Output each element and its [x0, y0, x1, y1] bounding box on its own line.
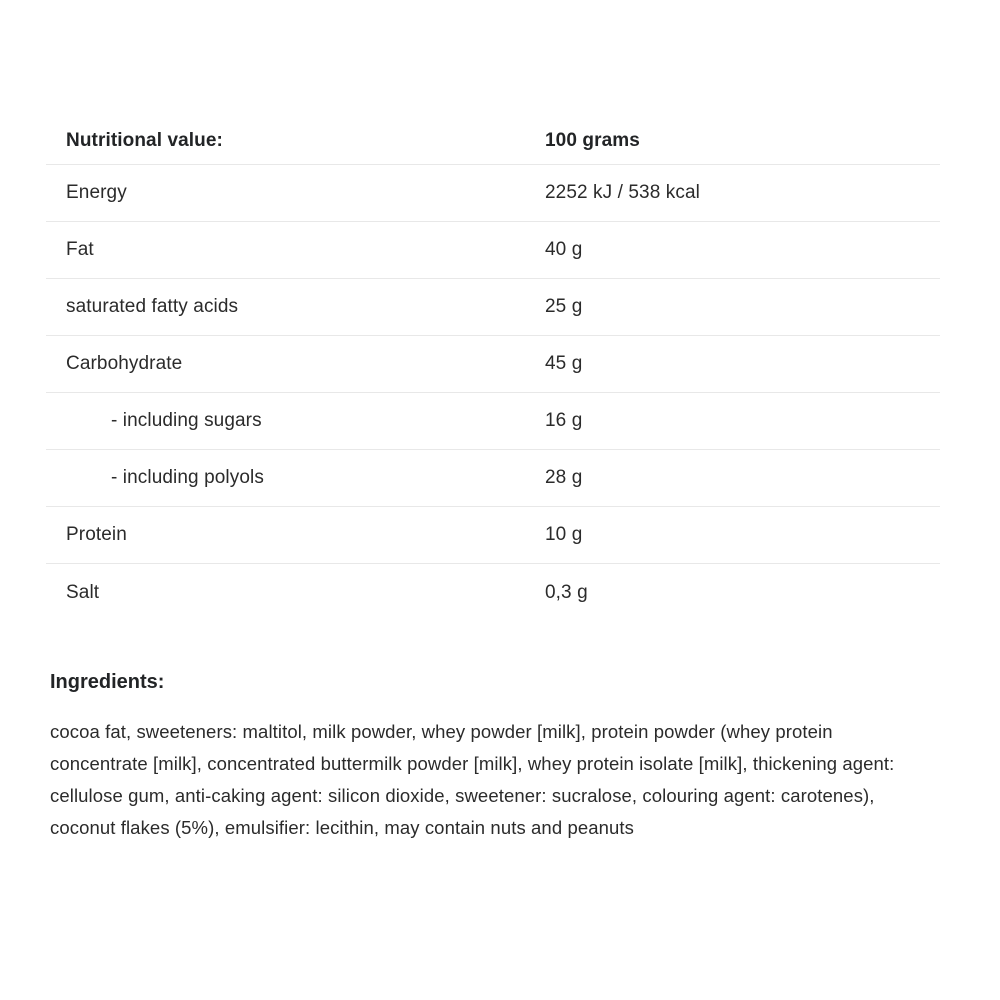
table-row-protein [46, 507, 940, 564]
table-row-carbohydrate [46, 336, 940, 393]
table-header-row [46, 118, 940, 165]
table-row-including-polyols [46, 450, 940, 507]
table-row-energy [46, 165, 940, 222]
row-value: 28 g [545, 467, 583, 488]
row-label: Fat [66, 239, 94, 260]
row-label: - including sugars [111, 410, 262, 431]
row-label: Protein [66, 524, 127, 545]
row-value: 0,3 g [545, 581, 588, 603]
nutrition-table [46, 118, 940, 621]
table-header-value: 100 grams [545, 130, 640, 151]
row-label: saturated fatty acids [66, 296, 239, 317]
row-value: 2252 kJ / 538 kcal [545, 182, 700, 203]
table-row-fat [46, 222, 940, 279]
row-value: 10 g [545, 524, 583, 545]
row-value: 40 g [545, 239, 583, 260]
row-label: Salt [66, 581, 100, 603]
table-row-including-sugars [46, 393, 940, 450]
row-value: 25 g [545, 296, 583, 317]
row-value: 45 g [545, 353, 583, 374]
table-row-saturated-fatty-acids [46, 279, 940, 336]
row-label: Carbohydrate [66, 353, 183, 374]
ingredients-text: cocoa fat, sweeteners: maltitol, milk powder, whey powder [milk], protein powder (whey protein concentrate [milk], concentrated buttermilk powder [milk], whey protein isolate [milk], thickening agent: cellulose gum, anti-caking agent: silicon dioxide, sweetener: sucralose, colouring agent: carotenes), coconut flakes (5%), emulsifier: lecithin, may contain nuts and peanuts [50, 721, 895, 838]
ingredients-heading: Ingredients: [50, 671, 165, 693]
table-header-label: Nutritional value: [66, 130, 223, 151]
row-value: 16 g [545, 410, 583, 431]
row-label: Energy [66, 182, 127, 203]
row-label: - including polyols [111, 467, 264, 488]
table-row-salt [46, 564, 940, 621]
